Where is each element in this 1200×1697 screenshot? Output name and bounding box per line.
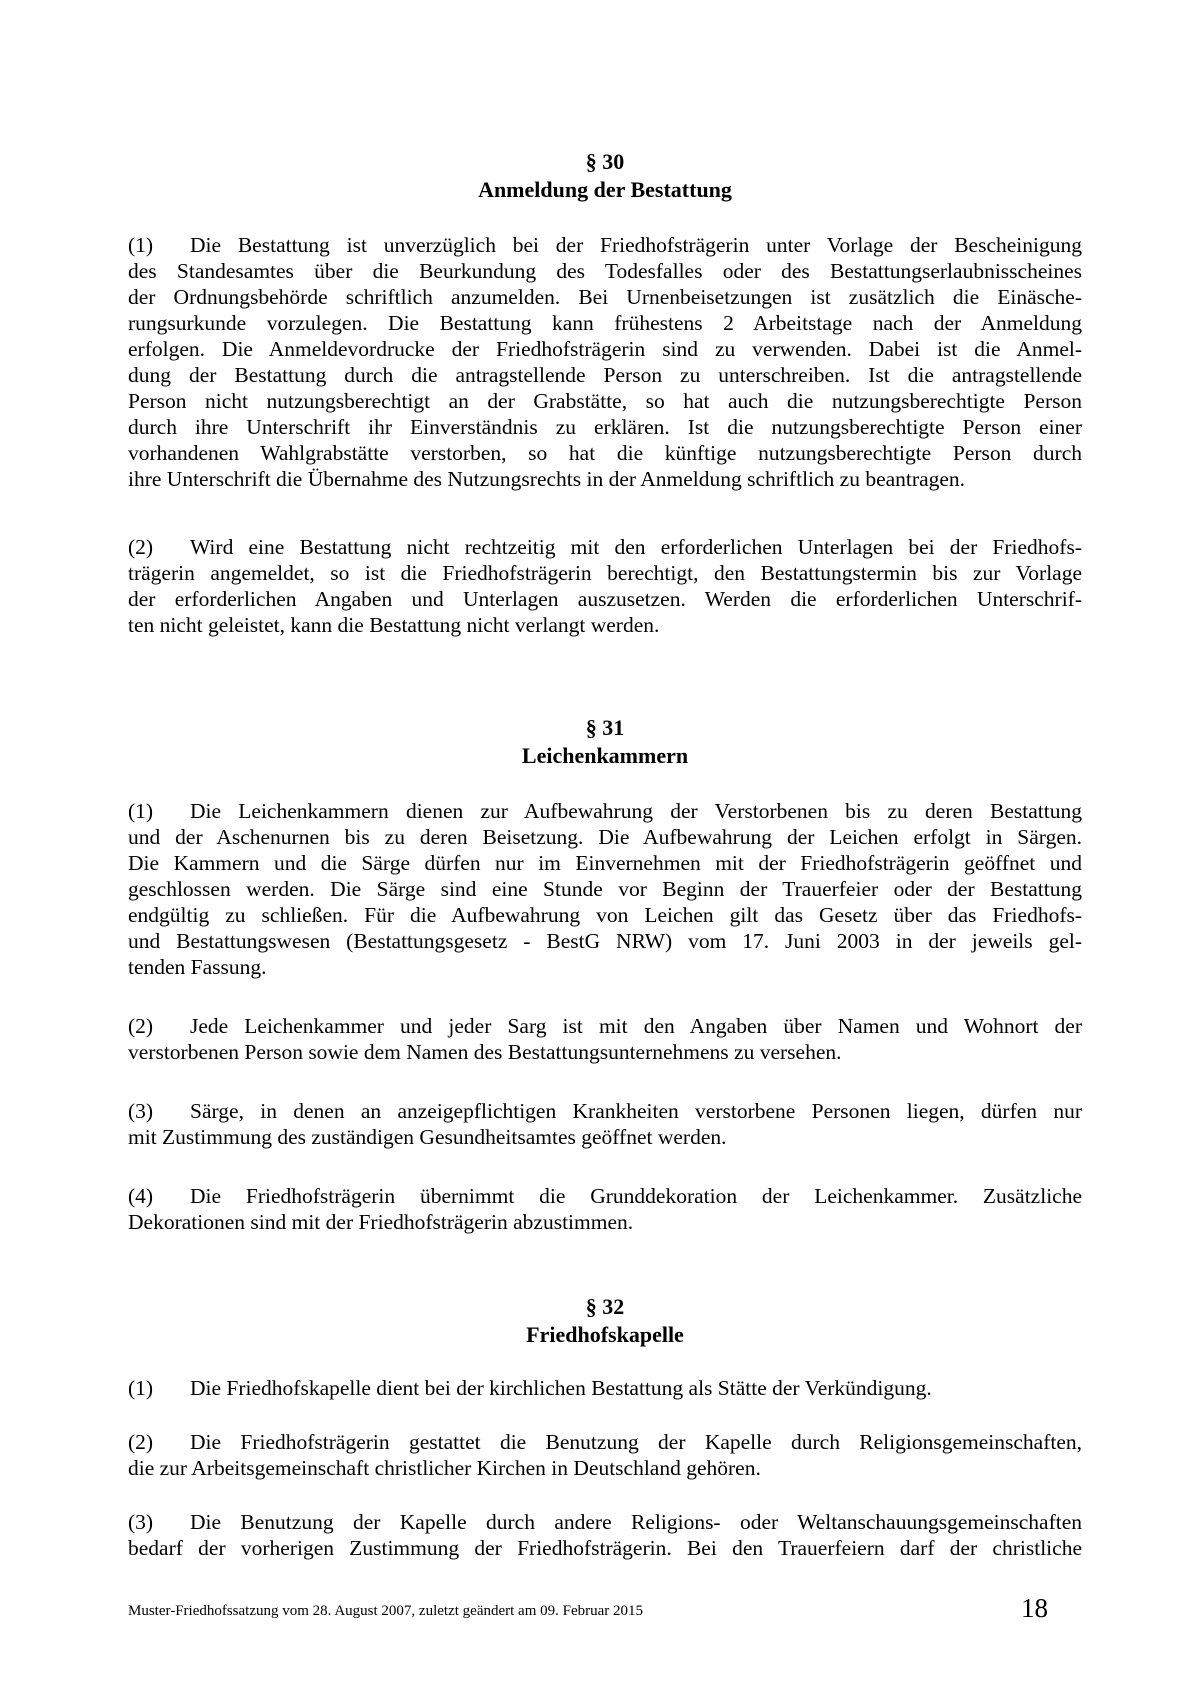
paragraph-line: endgültig zu schließen. Für die Aufbewahrung von Leichen gilt das Gesetz über das Friedhofs- xyxy=(128,903,1082,927)
paragraph-line: Dekorationen sind mit der Friedhofsträgerin abzustimmen. xyxy=(128,1210,634,1234)
paragraph-line: durch ihre Unterschrift ihr Einverständnis zu erklären. Ist die nutzungsberechtigte Person einer xyxy=(128,415,1082,439)
paragraph-line: des Standesamtes über die Beurkundung des Todesfalles oder des Bestattungserlaubnisscheines xyxy=(128,259,1082,283)
paragraph-3 xyxy=(128,1509,1082,1561)
paragraph-3 xyxy=(128,1098,1082,1150)
paragraph-line: (1) Die Leichenkammern dienen zur Aufbewahrung der Verstorbenen bis zu deren Bestattung xyxy=(128,799,1082,823)
paragraph-line: die zur Arbeitsgemeinschaft christlicher Kirchen in Deutschland gehören. xyxy=(128,1456,761,1480)
paragraph-line: der erforderlichen Angaben und Unterlagen auszusetzen. Werden die erforderlichen Unterschrif- xyxy=(128,587,1082,611)
paragraph-line: (3) Die Benutzung der Kapelle durch andere Religions- oder Weltanschauungsgemeinschaften xyxy=(128,1510,1082,1534)
paragraph-line: verstorbenen Person sowie dem Namen des Bestattungsunternehmens zu versehen. xyxy=(128,1040,842,1064)
paragraph-1 xyxy=(128,798,1082,980)
paragraph-number: (4) xyxy=(128,1184,154,1208)
paragraph-1 xyxy=(128,232,1082,492)
paragraph-line: Die Kammern und die Särge dürfen nur im Einvernehmen mit der Friedhofsträgerin geöffnet und xyxy=(128,851,1082,875)
section-§32 xyxy=(128,1293,1082,1561)
paragraph-line: erfolgen. Die Anmeldevordrucke der Friedhofsträgerin sind zu verwenden. Dabei ist die Anmel- xyxy=(128,337,1082,361)
section-title: Leichenkammern xyxy=(521,743,689,768)
paragraph-line: (2) Jede Leichenkammer und jeder Sarg ist mit den Angaben über Namen und Wohnort der xyxy=(128,1014,1082,1038)
paragraph-number: (2) xyxy=(128,1014,154,1038)
section-§31 xyxy=(128,714,1082,1235)
paragraph-line: trägerin angemeldet, so ist die Friedhofsträgerin berechtigt, den Bestattungstermin bis zur Vorlage xyxy=(128,561,1082,585)
section-title: Friedhofskapelle xyxy=(526,1322,684,1347)
paragraph-2 xyxy=(128,534,1082,638)
paragraph-line: (4) Die Friedhofsträgerin übernimmt die Grunddekoration der Leichenkammer. Zusätzliche xyxy=(128,1184,1082,1208)
section-heading xyxy=(128,1293,1082,1349)
section-number: § 31 xyxy=(585,715,625,740)
paragraph-line: dung der Bestattung durch die antragstellende Person zu unterschreiben. Ist die antragstellende xyxy=(128,363,1082,387)
section-title: Anmeldung der Bestattung xyxy=(478,177,732,202)
paragraph-line: vorhandenen Wahlgrabstätte verstorben, so hat die künftige nutzungsberechtigte Person durch xyxy=(128,441,1082,465)
paragraph-number: (1) xyxy=(128,1376,154,1400)
paragraph-line: (1) Die Bestattung ist unverzüglich bei der Friedhofsträgerin unter Vorlage der Bescheinigung xyxy=(128,233,1082,257)
paragraph-number: (2) xyxy=(128,535,154,559)
paragraph-number: (1) xyxy=(128,799,154,823)
paragraph-line: der Ordnungsbehörde schriftlich anzumelden. Bei Urnenbeisetzungen ist zusätzlich die Einäsche- xyxy=(128,285,1082,309)
paragraph-line: bedarf der vorherigen Zustimmung der Friedhofsträgerin. Bei den Trauerfeiern darf der christliche xyxy=(128,1536,1082,1560)
page-number: 18 xyxy=(1021,1593,1048,1623)
paragraph-number: (3) xyxy=(128,1510,154,1534)
paragraph-line: (1) Die Friedhofskapelle dient bei der kirchlichen Bestattung als Stätte der Verkündigung. xyxy=(128,1376,932,1400)
paragraph-number: (1) xyxy=(128,233,154,257)
section-number: § 30 xyxy=(585,149,625,174)
paragraph-line: mit Zustimmung des zuständigen Gesundheitsamtes geöffnet werden. xyxy=(128,1125,727,1149)
paragraph-line: ihre Unterschrift die Übernahme des Nutzungsrechts in der Anmeldung schriftlich zu beantragen. xyxy=(128,467,966,491)
paragraph-1 xyxy=(128,1375,1082,1401)
paragraph-line: geschlossen werden. Die Särge sind eine Stunde vor Beginn der Trauerfeier oder der Bestattung xyxy=(128,877,1082,901)
paragraph-2 xyxy=(128,1013,1082,1065)
paragraph-number: (2) xyxy=(128,1430,154,1454)
section-§30 xyxy=(128,148,1082,638)
document-body xyxy=(128,0,1082,1589)
section-heading xyxy=(128,714,1082,770)
paragraph-line: und der Aschenurnen bis zu deren Beisetzung. Die Aufbewahrung der Leichen erfolgt in Särgen. xyxy=(128,825,1082,849)
paragraph-line: ten nicht geleistet, kann die Bestattung nicht verlangt werden. xyxy=(128,613,660,637)
paragraph-line: (2) Wird eine Bestattung nicht rechtzeitig mit den erforderlichen Unterlagen bei der Friedhofs- xyxy=(128,535,1082,559)
paragraph-line: rungsurkunde vorzulegen. Die Bestattung kann frühestens 2 Arbeitstage nach der Anmeldung xyxy=(128,311,1082,335)
paragraph-4 xyxy=(128,1183,1082,1235)
section-heading xyxy=(128,148,1082,204)
paragraph-number: (3) xyxy=(128,1099,154,1123)
paragraph-2 xyxy=(128,1429,1082,1481)
footer-note: Muster-Friedhofssatzung vom 28. August 2007, zuletzt geändert am 09. Februar 2015 xyxy=(128,1603,644,1619)
paragraph-line: und Bestattungswesen (Bestattungsgesetz - BestG NRW) vom 17. Juni 2003 in der jeweils gel- xyxy=(128,929,1082,953)
section-number: § 32 xyxy=(585,1294,625,1319)
paragraph-line: (3) Särge, in denen an anzeigepflichtigen Krankheiten verstorbene Personen liegen, dürfen nur xyxy=(128,1099,1082,1123)
paragraph-line: Person nicht nutzungsberechtigt an der Grabstätte, so hat auch die nutzungsberechtigte Person xyxy=(128,389,1082,413)
paragraph-line: (2) Die Friedhofsträgerin gestattet die Benutzung der Kapelle durch Religionsgemeinschaften, xyxy=(128,1430,1082,1454)
paragraph-line: tenden Fassung. xyxy=(128,955,267,979)
